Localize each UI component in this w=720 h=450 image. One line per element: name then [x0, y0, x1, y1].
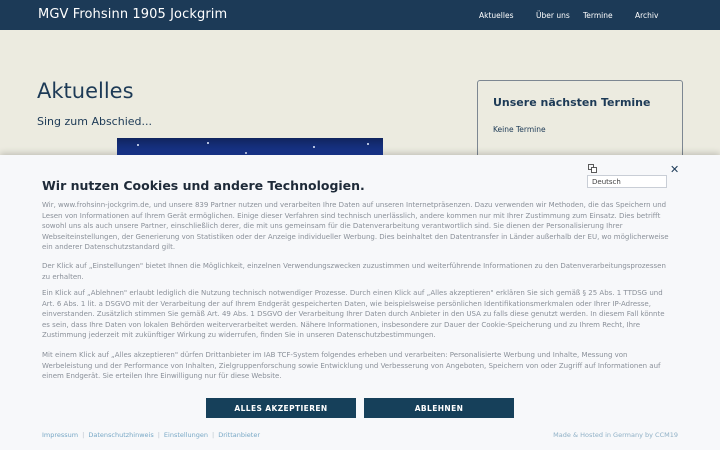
site-title-link[interactable]: MGV Frohsinn 1905 Jockgrim	[38, 7, 228, 22]
accept-all-button[interactable]: ALLES AKZEPTIEREN	[206, 398, 356, 418]
impressum-link[interactable]: Impressum	[42, 431, 79, 439]
page-title: Aktuelles	[37, 79, 134, 103]
separator: |	[82, 431, 85, 439]
ccm19-credit-link[interactable]: Made & Hosted in Germany by CCM19	[553, 431, 678, 439]
top-navigation-bar	[0, 0, 720, 30]
cookie-footer-links	[42, 431, 260, 439]
cookie-text-tcf: Mit einem Klick auf „Alles akzeptieren" dürfen Drittanbieter im IAB TCF-System folgendes erheben und verarbeiten: Personalisierte Werbung und Inhalte, Messung von Werbeleistung und der Performance von Inhalten, Zielgruppenforschung sowie Entwicklung und Verbesserung von Angeboten, Speichern von oder Zugriff auf Informationen auf einem Endgerät. Sie erteilen Ihre Einwilligung nur für diese Website.	[42, 351, 661, 380]
cookie-consent-dialog	[0, 155, 720, 450]
separator: |	[157, 431, 160, 439]
language-icon	[588, 164, 598, 174]
language-select[interactable]: Deutsch	[587, 175, 667, 188]
cookie-dialog-title: Wir nutzen Cookies und andere Technologien.	[42, 178, 365, 193]
nav-item-archiv[interactable]: Archiv	[635, 11, 659, 20]
privacy-link[interactable]: Datenschutzhinweis	[88, 431, 154, 439]
cookie-text-legal: Ein Klick auf „Ablehnen" erlaubt lediglich die Nutzung technisch notwendiger Prozesse. Durch einen Klick auf „Alles akzeptieren" erklären Sie sich gemäß § 25 Abs. 1 TTDSG und Art. 6 Abs. 1 lit. a DSGVO mit der Verarbeitung der auf Ihrem Endgerät gespeicherten Daten, wie beispielsweise persönlichen Identifikationsmerkmalen oder Ihrer IP-Adresse, einverstanden. Zusätzlich stimmen Sie gemäß Art. 49 Abs. 1 DSGVO der Verarbeitung Ihrer Daten durch Anbieter in den USA zu falls diese genutzt werden. In diesem Fall könnte es sein, dass Ihre Daten von lokalen Behörden weiterverarbeitet werden. Nähere Informationen, insbesondere zur Dauer der Cookie-Speicherung und zu Ihrem Recht, Ihre Zustimmung jederzeit mit zukünftiger Wirkung zu widerrufen, finden Sie in unseren Datenschutzbestimmungen.	[42, 289, 665, 339]
nav-item-aktuelles[interactable]: Aktuelles	[479, 11, 514, 20]
nav-item-ueber-uns[interactable]: Über uns	[536, 11, 570, 20]
reject-button[interactable]: ABLEHNEN	[364, 398, 514, 418]
nav-item-termine[interactable]: Termine	[583, 11, 613, 20]
third-party-link[interactable]: Drittanbieter	[218, 431, 261, 439]
no-events-text: Keine Termine	[493, 125, 546, 134]
widget-heading: Unsere nächsten Termine	[493, 96, 651, 109]
close-icon[interactable]: ✕	[670, 163, 680, 176]
separator: |	[211, 431, 215, 439]
settings-link[interactable]: Einstellungen	[163, 431, 208, 439]
cookie-text-settings: Der Klick auf „Einstellungen" bietet Ihnen die Möglichkeit, einzelnen Verwendungszwecken zuzustimmen und weiterführende Informationen zu den Datenverarbeitungsprozessen zu erhalten.	[42, 262, 666, 281]
post-title-link[interactable]: Sing zum Abschied...	[37, 115, 153, 128]
cookie-text-intro: Wir, www.frohsinn-jockgrim.de, und unsere 839 Partner nutzen und verarbeiten Ihre Daten auf unseren Internetpräsenzen. Dazu verwenden wir Methoden, die das Speichern und Lesen von Informationen auf Ihrem Gerät ermöglichen. Einige dieser Verfahren sind technisch unerlässlich, andere kommen nur mit Ihrer Zustimmung zum Einsatz. Dies betrifft sowohl uns als auch unsere Partner, einschließlich derer, die mit uns gemeinsam für die Datenverarbeitung verantwortlich sind. Sie dienen der Personalisierung Ihrer Webseiteinstellungen, der Generierung von Statistiken oder der Anzeige individueller Werbung. Dies beinhaltet den Datentransfer in Länder außerhalb der EU, wo möglicherweise ein anderer Datenschutzstandard gilt.	[42, 201, 669, 251]
